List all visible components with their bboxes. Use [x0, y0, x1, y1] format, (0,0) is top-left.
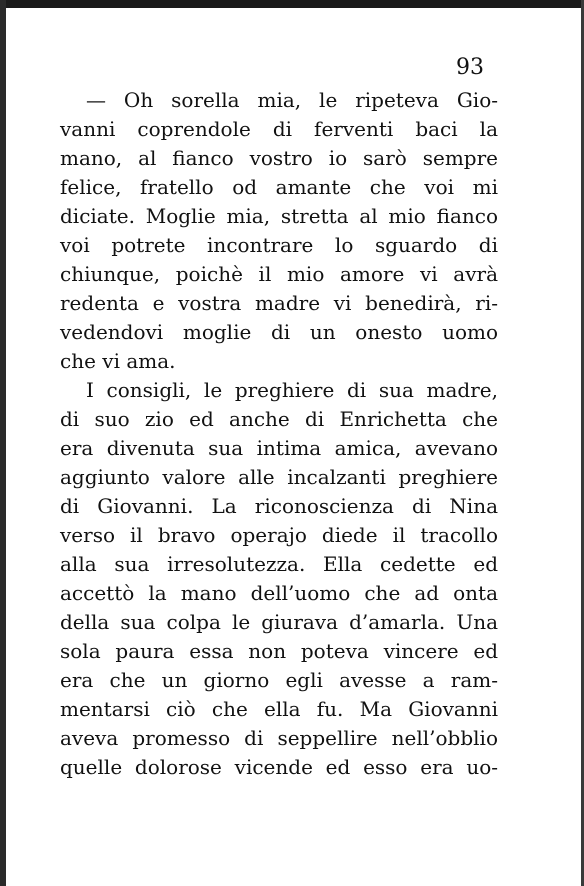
text-line: vanni coprendole di ferventi baci la [60, 117, 498, 141]
scan-top-border [0, 0, 584, 8]
text-line: aggiunto valore alle incalzanti preghiere [60, 465, 498, 489]
scan-left-border [0, 0, 6, 886]
text-line: redenta e vostra madre vi benedirà, ri- [60, 291, 498, 315]
text-line: aveva promesso di seppellire nell’obblio [60, 726, 498, 750]
paragraph-1 [60, 86, 498, 376]
text-line: diciate. Moglie mia, stretta al mio fianco [60, 204, 498, 228]
text-line: vedendovi moglie di un onesto uomo [60, 320, 498, 344]
text-line: che vi ama. [60, 349, 176, 373]
text-line: di suo zio ed anche di Enrichetta che [60, 407, 498, 431]
body-text [60, 86, 498, 782]
text-line: voi potrete incontrare lo sguardo di [60, 233, 498, 257]
text-line: di Giovanni. La riconoscienza di Nina [60, 494, 498, 518]
text-line: I consigli, le preghiere di sua madre, [86, 378, 498, 402]
text-line: — Oh sorella mia, le ripeteva Gio- [86, 88, 498, 112]
text-line: mentarsi ciò che ella fu. Ma Giovanni [60, 697, 498, 721]
text-line: era che un giorno egli avesse a ram- [60, 668, 498, 692]
text-line: chiunque, poichè il mio amore vi avrà [60, 262, 498, 286]
text-line: quelle dolorose vicende ed esso era uo- [60, 755, 498, 779]
text-line: accettò la mano dell’uomo che ad onta [60, 581, 498, 605]
paragraph-2 [60, 376, 498, 782]
page-number: 93 [456, 55, 484, 80]
text-line: della sua colpa le giurava d’amarla. Una [60, 610, 498, 634]
text-line: alla sua irresolutezza. Ella cedette ed [60, 552, 498, 576]
text-line: verso il bravo operajo diede il tracollo [60, 523, 498, 547]
text-line: mano, al fianco vostro io sarò sempre [60, 146, 498, 170]
text-line: era divenuta sua intima amica, avevano [60, 436, 498, 460]
text-line: sola paura essa non poteva vincere ed [60, 639, 498, 663]
text-line: felice, fratello od amante che voi mi [60, 175, 498, 199]
